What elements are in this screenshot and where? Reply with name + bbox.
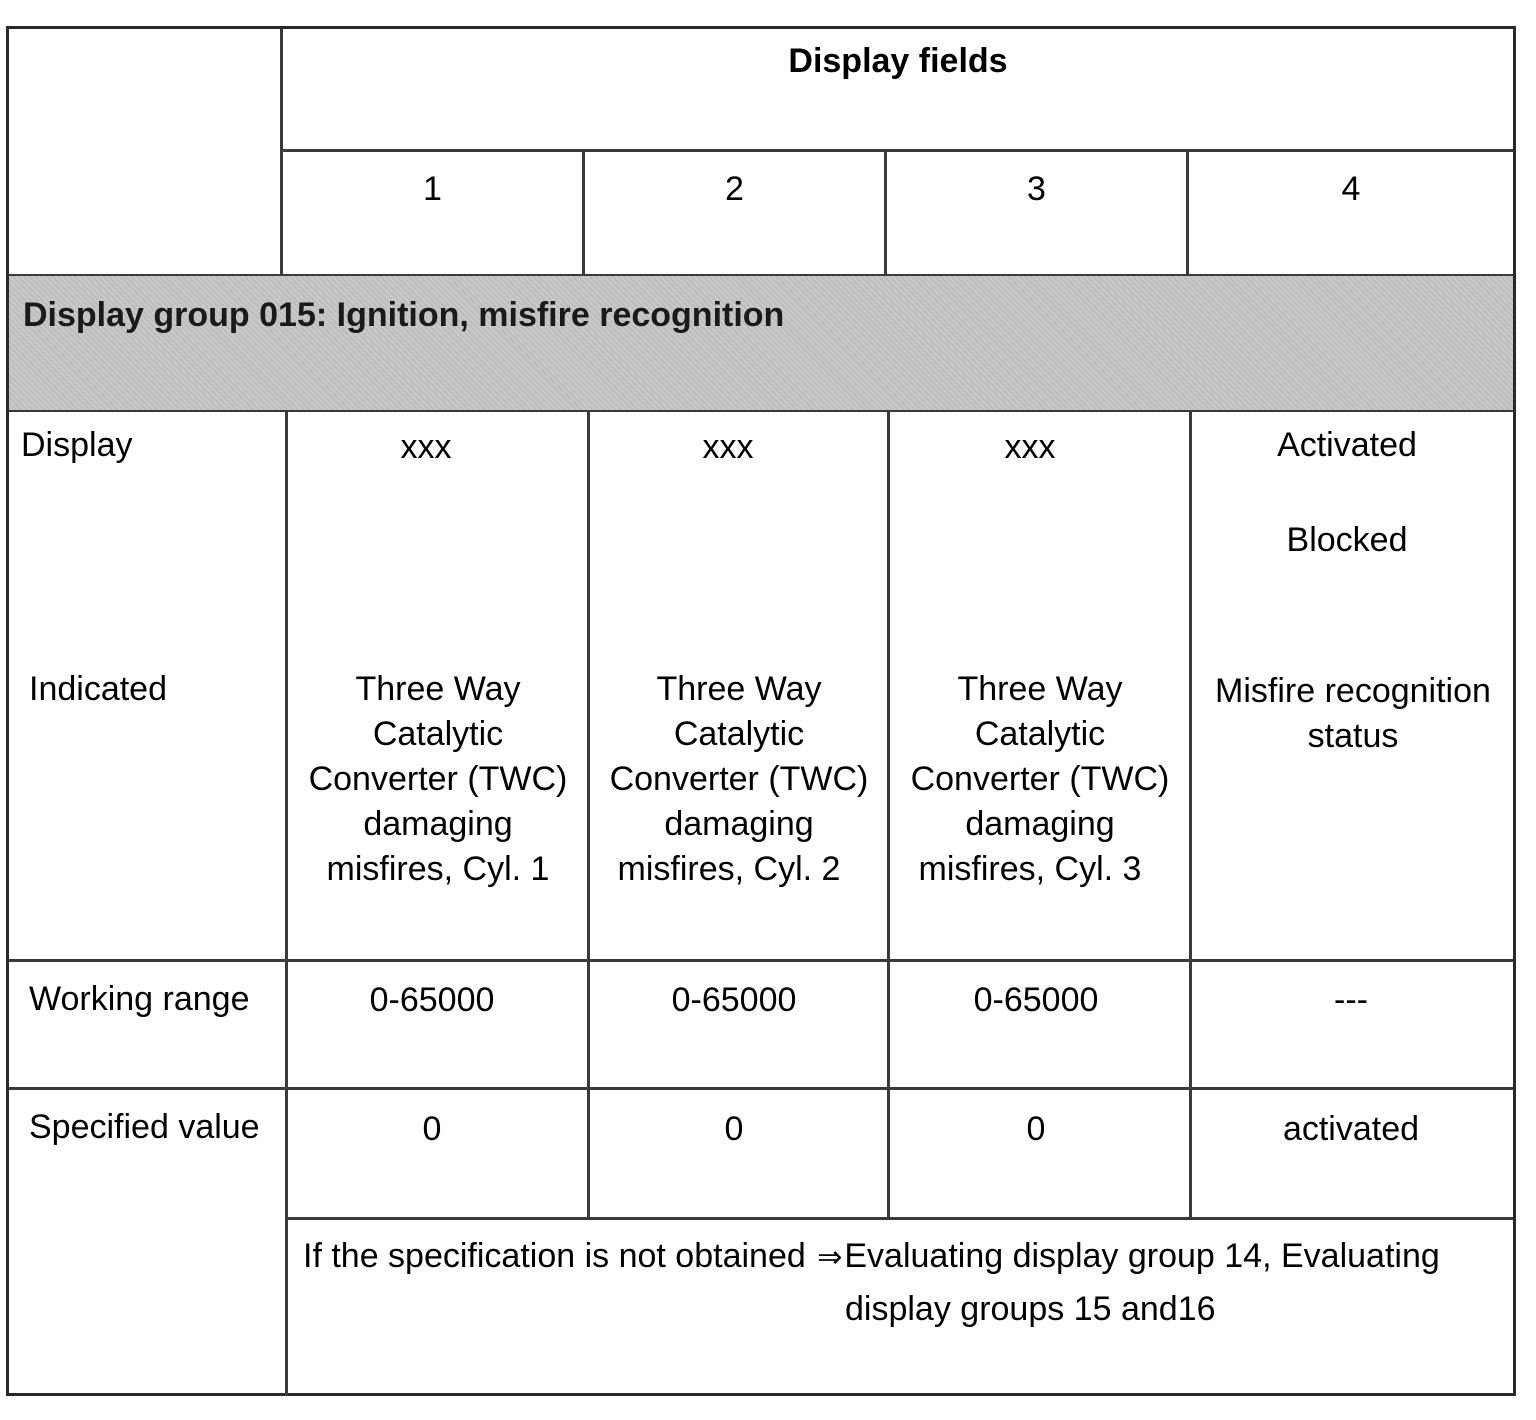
indicated-line: Converter (TWC) <box>308 760 568 798</box>
specified-value-1: 0 <box>422 1110 442 1148</box>
indicated-line: Catalytic <box>673 715 805 753</box>
indicated-line: Three Way <box>656 670 822 708</box>
row-label-specified-value: Specified value <box>29 1108 260 1146</box>
display-group-table <box>6 26 1516 1396</box>
field-number-1: 1 <box>423 170 442 208</box>
group-header-band <box>9 276 1513 410</box>
indicated-line: status <box>1307 717 1399 755</box>
indicated-line: Three Way <box>355 670 521 708</box>
indicated-line: Catalytic <box>372 715 504 753</box>
indicated-line: misfires, Cyl. 1 <box>326 850 550 888</box>
indicated-line: damaging <box>363 805 513 843</box>
specified-value-3: 0 <box>1026 1110 1046 1148</box>
display-value-3: xxx <box>1004 428 1056 466</box>
working-range-1: 0-65000 <box>369 981 495 1019</box>
field-number-4: 4 <box>1341 170 1361 208</box>
display-value-1: xxx <box>400 428 452 466</box>
note-prefix: If the specification is not obtained <box>303 1237 806 1275</box>
indicated-line: misfires, Cyl. 3 <box>918 850 1142 888</box>
indicated-line: damaging <box>965 805 1115 843</box>
indicated-line: damaging <box>664 805 814 843</box>
working-range-4: --- <box>1334 981 1368 1019</box>
working-range-3: 0-65000 <box>973 981 1099 1019</box>
row-label-indicated: Indicated <box>29 670 167 708</box>
divider <box>281 149 1513 152</box>
group-title: Display group 015: Ignition, misfire recognition <box>23 296 785 334</box>
field-number-3: 3 <box>1027 170 1046 208</box>
divider <box>9 959 1513 962</box>
note-line-1 <box>303 1234 1440 1280</box>
divider <box>285 410 288 1396</box>
display-value-4-activated: Activated <box>1277 426 1417 464</box>
display-value-2: xxx <box>702 428 754 466</box>
row-label-working-range: Working range <box>29 980 250 1018</box>
arrow-right-icon: ⇒ <box>817 1241 843 1274</box>
indicated-line: Converter (TWC) <box>910 760 1170 798</box>
indicated-line: misfires, Cyl. 2 <box>617 850 841 888</box>
field-number-2: 2 <box>725 170 744 208</box>
specified-value-2: 0 <box>724 1110 744 1148</box>
display-fields-heading: Display fields <box>788 42 1008 80</box>
indicated-line: Misfire recognition <box>1215 672 1491 710</box>
row-label-display: Display <box>21 426 133 464</box>
note-line-2: display groups 15 and16 <box>845 1290 1216 1328</box>
working-range-2: 0-65000 <box>671 981 797 1019</box>
specified-value-4: activated <box>1282 1110 1420 1148</box>
divider <box>287 1217 1513 1220</box>
display-value-4-blocked: Blocked <box>1286 521 1408 559</box>
note-action-line-1: Evaluating display group 14, Evaluating <box>844 1237 1440 1275</box>
indicated-line: Converter (TWC) <box>609 760 869 798</box>
indicated-line: Catalytic <box>974 715 1106 753</box>
divider <box>9 1087 1513 1090</box>
indicated-line: Three Way <box>957 670 1123 708</box>
